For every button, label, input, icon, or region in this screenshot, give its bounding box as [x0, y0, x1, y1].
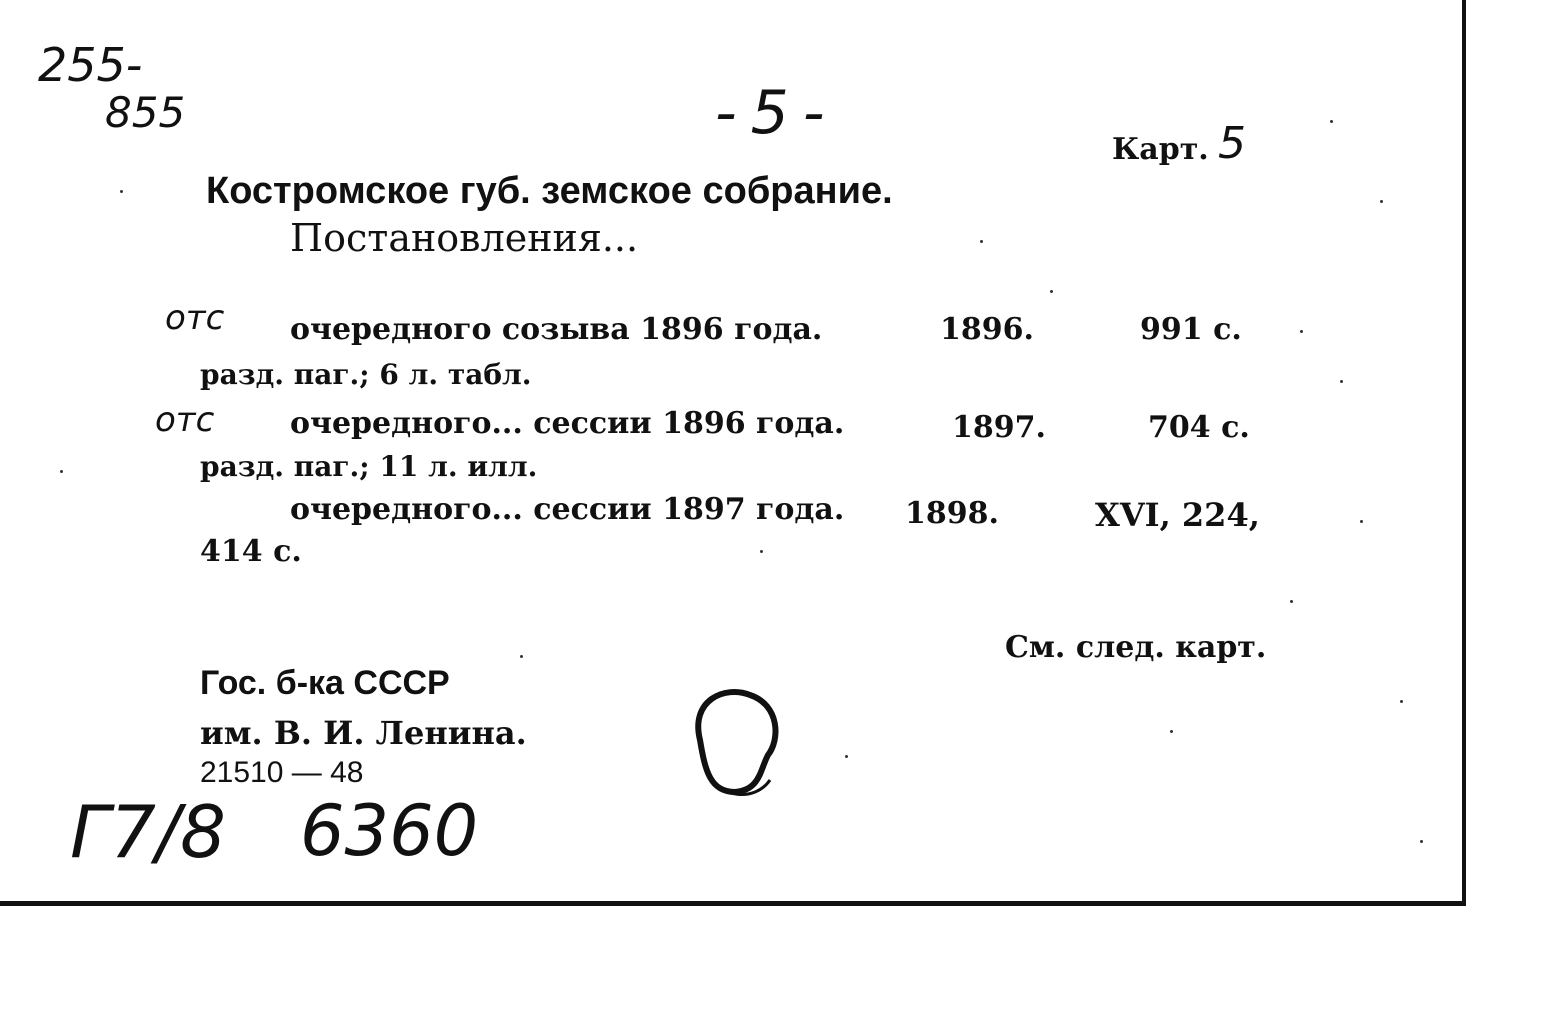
- noise-speck: [1420, 840, 1423, 843]
- entry-pages: XVI, 224,: [1095, 496, 1260, 534]
- noise-speck: [1290, 600, 1293, 603]
- library-line-3: 21510 — 48: [200, 756, 364, 789]
- entry-note: разд. паг.; 11 л. илл.: [200, 450, 538, 483]
- noise-speck: [1170, 730, 1173, 733]
- entry-note: 414 с.: [200, 534, 302, 569]
- noise-speck: [1380, 200, 1383, 203]
- noise-speck: [1330, 120, 1333, 123]
- institution-heading: Костромское губ. земское собрание.: [206, 170, 893, 212]
- noise-speck: [1400, 700, 1403, 703]
- noise-speck: [1340, 380, 1343, 383]
- punch-hole: [680, 680, 790, 810]
- library-line-1: Гос. б-ка СССР: [200, 664, 450, 702]
- entry-text: очередного... сессии 1897 года.: [290, 492, 845, 527]
- entry-mark: отс: [165, 298, 225, 338]
- entry-mark: отс: [155, 400, 215, 440]
- entry-pages: 704 с.: [1148, 410, 1250, 445]
- noise-speck: [60, 470, 63, 473]
- entry-text: очередного созыва 1896 года.: [290, 312, 823, 347]
- entry-year: 1898.: [905, 496, 999, 531]
- library-line-2: им. В. И. Ленина.: [200, 714, 527, 752]
- handwritten-number-second: 855: [105, 88, 186, 137]
- noise-speck: [1360, 520, 1363, 523]
- card-number: 5: [1218, 118, 1246, 169]
- entry-year: 1896.: [940, 312, 1034, 347]
- noise-speck: [1300, 330, 1303, 333]
- page-mark: -5-: [715, 78, 839, 148]
- entry-pages: 991 с.: [1140, 312, 1242, 347]
- noise-speck: [845, 755, 848, 758]
- noise-speck: [980, 240, 983, 243]
- noise-speck: [1050, 290, 1053, 293]
- shelf-number: 6360: [300, 790, 479, 872]
- shelf-mark: Г7/8: [70, 790, 226, 874]
- entry-year: 1897.: [952, 410, 1046, 445]
- noise-speck: [120, 190, 123, 193]
- see-next-card: См. след. карт.: [1005, 630, 1267, 665]
- noise-speck: [520, 655, 523, 658]
- entry-text: очередного... сессии 1896 года.: [290, 406, 845, 441]
- handwritten-number-top: 255-: [38, 38, 143, 92]
- title-heading: Постановления...: [290, 216, 639, 260]
- card-label: Карт.: [1112, 132, 1209, 167]
- entry-note: разд. паг.; 6 л. табл.: [200, 358, 532, 391]
- noise-speck: [760, 550, 763, 553]
